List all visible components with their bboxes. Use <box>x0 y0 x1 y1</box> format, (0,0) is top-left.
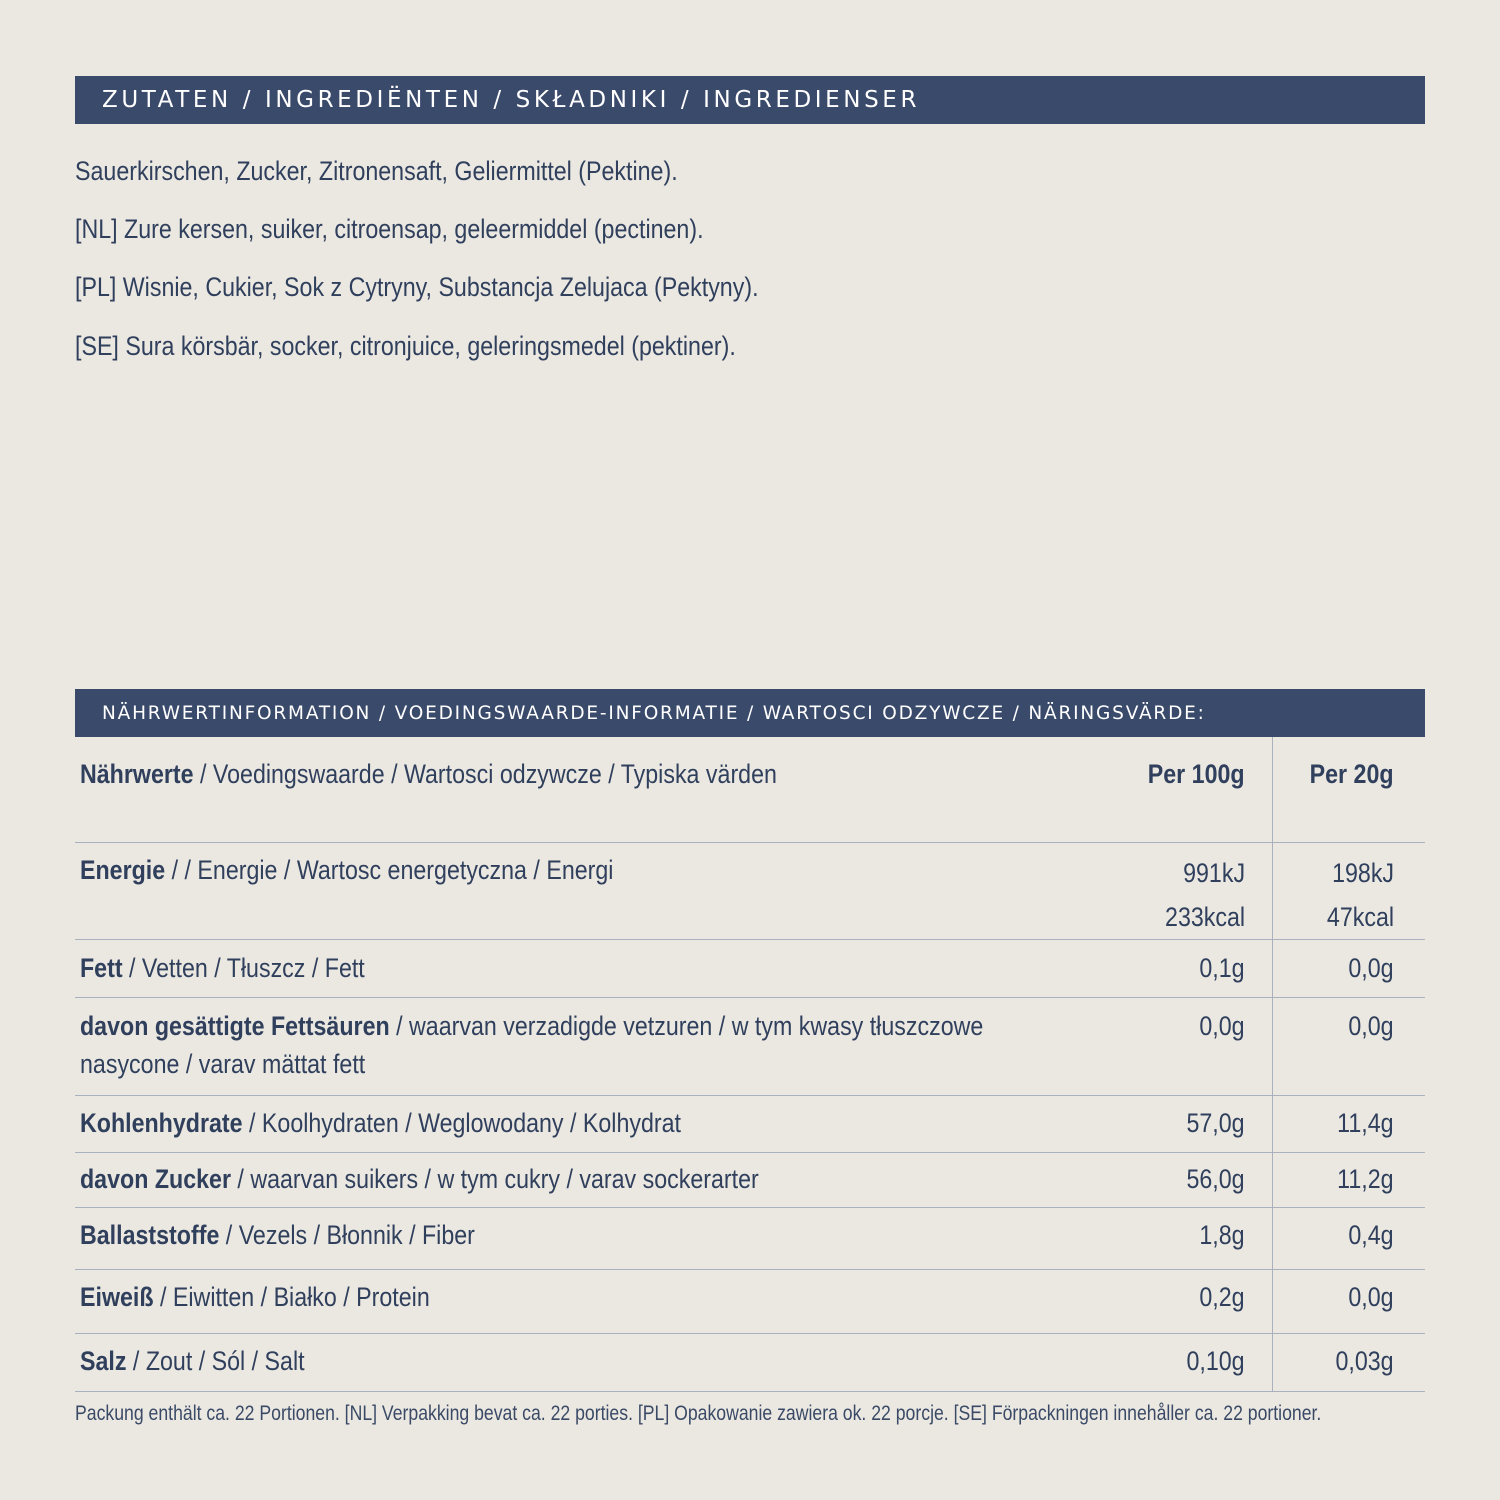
ingredients-line-se: [SE] Sura körsbär, socker, citronjuice, geleringsmedel (pektiner). <box>75 331 736 361</box>
row-label-bold: Salz <box>80 1345 127 1376</box>
nutrition-header <box>75 689 1425 737</box>
row-label-bold: Ballaststoffe <box>80 1219 220 1250</box>
value-per-100g: 0,1g <box>1199 952 1245 983</box>
nutrition-table <box>75 737 1425 1392</box>
row-label-rest: / Vezels / Błonnik / Fiber <box>219 1219 475 1250</box>
row-label-bold: Kohlenhydrate <box>80 1107 243 1138</box>
row-label-rest: / Koolhydraten / Weglowodany / Kolhydrat <box>242 1107 681 1138</box>
table-row-fat <box>75 939 1425 997</box>
servings-footnote: Packung enthält ca. 22 Portionen. [NL] Verpakking bevat ca. 22 porties. [PL] Opakowanie zawiera ok. 22 porcje. [SE] Förpackningen innehåller ca. 22 portioner. <box>75 1402 1322 1425</box>
ingredients-title: ZUTATEN / INGREDIËNTEN / SKŁADNIKI / INGREDIENSER <box>102 87 921 113</box>
row-label-bold: Fett <box>80 952 123 983</box>
row-label-rest: / waarvan verzadigde vetzuren / w tym kwasy tłuszczowe nasycone / varav mättat fett <box>80 1010 984 1079</box>
value-per-100g: 1,8g <box>1199 1219 1245 1250</box>
value-per-100g: 0,2g <box>1199 1281 1245 1312</box>
header-label-bold: Nährwerte <box>80 759 194 789</box>
value-energy-kcal-20g: 47kcal <box>1326 901 1394 932</box>
row-label-rest: / waarvan suikers / w tym cukry / varav sockerarter <box>230 1163 759 1194</box>
value-per-20g: 11,4g <box>1337 1107 1394 1138</box>
value-per-100g: 56,0g <box>1186 1163 1245 1194</box>
value-per-100g: 0,10g <box>1186 1345 1245 1376</box>
nutrition-title: NÄHRWERTINFORMATION / VOEDINGSWAARDE-INFORMATIE / WARTOSCI ODZYWCZE / NÄRINGSVÄRDE: <box>102 702 1206 724</box>
table-row-protein <box>75 1269 1425 1333</box>
ingredients-line-nl: [NL] Zure kersen, suiker, citroensap, geleermiddel (pectinen). <box>75 214 704 244</box>
column-header-per-20g: Per 20g <box>1310 759 1394 789</box>
ingredients-line-pl: [PL] Wisnie, Cukier, Sok z Cytryny, Substancja Zelujaca (Pektyny). <box>75 272 759 302</box>
table-row-salt <box>75 1333 1425 1391</box>
value-per-100g: 57,0g <box>1186 1107 1245 1138</box>
value-per-20g: 0,4g <box>1348 1219 1394 1250</box>
value-energy-kcal-100g: 233kcal <box>1164 901 1245 932</box>
value-per-20g: 0,0g <box>1348 1281 1394 1312</box>
row-label-bold: davon gesättigte Fettsäuren <box>80 1010 390 1041</box>
column-header-per-100g: Per 100g <box>1148 759 1245 789</box>
nutrition-table-header-row <box>75 737 1425 842</box>
value-per-20g: 11,2g <box>1337 1163 1394 1194</box>
ingredients-header <box>75 76 1425 124</box>
table-row-carbohydrates <box>75 1095 1425 1152</box>
value-per-20g: 0,0g <box>1348 1010 1394 1041</box>
row-label-rest: / Eiwitten / Białko / Protein <box>153 1281 430 1312</box>
row-label-rest: / Zout / Sól / Salt <box>126 1345 305 1376</box>
value-per-100g: 0,0g <box>1199 1010 1245 1041</box>
value-energy-kj-20g: 198kJ <box>1332 857 1394 888</box>
row-label-bold: Eiweiß <box>80 1281 154 1312</box>
table-row-sugars <box>75 1152 1425 1207</box>
table-row-energy <box>75 842 1425 939</box>
row-label-rest: / Vetten / Tłuszcz / Fett <box>122 952 365 983</box>
row-label-bold: Energie <box>80 854 166 885</box>
table-row-fiber <box>75 1207 1425 1269</box>
ingredients-line-de: Sauerkirschen, Zucker, Zitronensaft, Geliermittel (Pektine). <box>75 156 678 186</box>
value-per-20g: 0,0g <box>1348 952 1394 983</box>
table-row-saturated-fat <box>75 997 1425 1095</box>
header-label-rest: / Voedingswaarde / Wartosci odzywcze / Typiska värden <box>193 759 777 789</box>
value-per-20g: 0,03g <box>1335 1345 1394 1376</box>
value-energy-kj-100g: 991kJ <box>1183 857 1245 888</box>
row-label-rest: / / Energie / Wartosc energetyczna / Energi <box>165 854 614 885</box>
row-label-bold: davon Zucker <box>80 1163 231 1194</box>
